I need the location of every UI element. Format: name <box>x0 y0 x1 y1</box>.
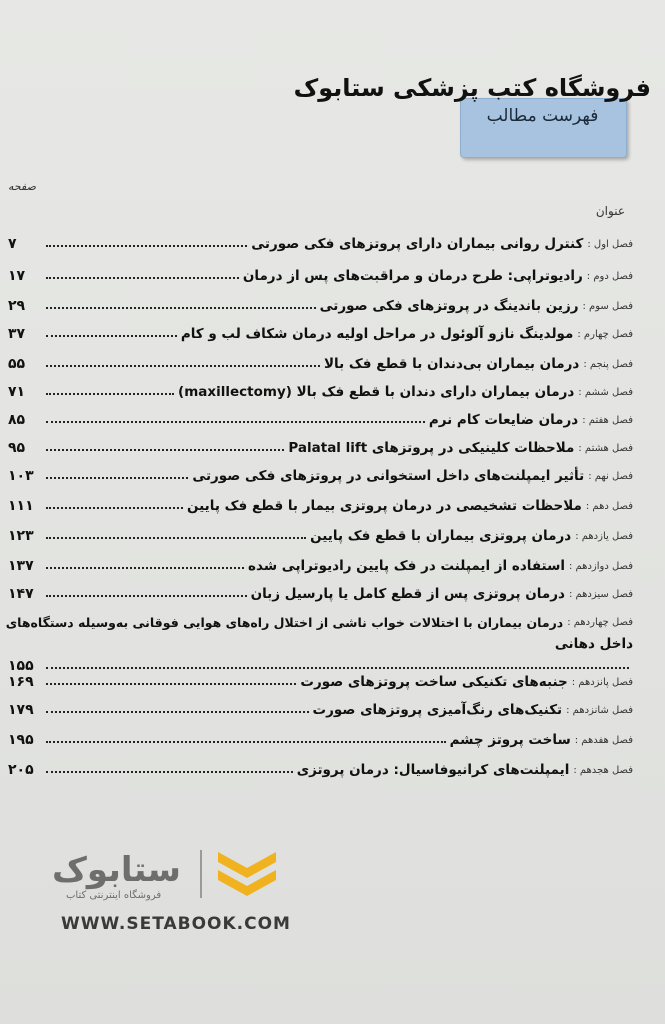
leader-dots <box>46 277 239 279</box>
toc-entry <box>5 608 633 674</box>
leader-dots <box>46 307 316 309</box>
toc-entry <box>8 492 633 514</box>
page-number: ۷ <box>8 236 17 252</box>
page-number: ۱۹۵ <box>8 732 34 748</box>
chapter-label: فصل سوم : <box>582 301 633 312</box>
toc-entry <box>8 522 633 544</box>
chapter-label: فصل هشتم : <box>578 443 633 454</box>
chapter-label: فصل دوم : <box>586 271 633 282</box>
leader-dots <box>46 595 247 597</box>
chapter-label: فصل چهاردهم : <box>567 617 633 628</box>
page-number: ۲۰۵ <box>8 762 34 778</box>
chapter-label: فصل ششم : <box>578 387 633 398</box>
chapter-title: درمان بیماران دارای دندان با قطع فک بالا (maxillectomy) <box>178 384 575 400</box>
leader-dots <box>46 741 446 743</box>
chapter-label: فصل هجدهم : <box>573 765 633 776</box>
toc-entry <box>8 756 633 778</box>
leader-dots <box>46 507 183 509</box>
leader-dots <box>46 683 296 685</box>
chapter-title: درمان ضایعات کام نرم <box>428 412 579 428</box>
chapter-label: فصل سیزدهم : <box>568 589 633 600</box>
toc-entry <box>8 292 633 314</box>
page-column-header: صفحه <box>8 180 36 193</box>
page-number: ۷۱ <box>8 384 26 400</box>
setabook-logo-text: ستابوک <box>52 850 181 890</box>
chapter-label: فصل شانزدهم : <box>566 705 633 716</box>
book-stack-logo-icon <box>212 846 282 902</box>
setabook-logo-subtitle: فروشگاه اینترنتی کتاب <box>66 890 162 901</box>
page-number: ۱۰۳ <box>8 468 34 484</box>
chapter-title: استفاده از ایمپلنت در فک پایین رادیوتراپی شده <box>248 558 565 574</box>
shop-title-watermark: فروشگاه کتب پزشکی ستابوک <box>293 74 651 102</box>
toc-entry <box>8 726 633 748</box>
chapter-label: فصل نهم : <box>588 471 633 482</box>
toc-entry <box>8 696 633 718</box>
setabook-url: WWW.SETABOOK.COM <box>61 914 291 934</box>
chapter-title: ایمپلنت‌های کرانیوفاسیال: درمان پروتزی <box>296 762 570 778</box>
toc-entry <box>8 580 633 602</box>
chapter-title: ملاحظات کلینیکی در پروتزهای Palatal lift <box>288 440 575 456</box>
chapter-label: فصل پنجم : <box>583 359 633 370</box>
toc-entry <box>8 262 633 284</box>
toc-entry <box>8 378 633 400</box>
toc-entry <box>8 552 633 574</box>
chapter-title: جنبه‌های تکنیکی ساخت پروتزهای صورت <box>300 674 568 690</box>
chapter-title: تکنیک‌های رنگ‌آمیزی پروتزهای صورت <box>312 702 563 718</box>
page-number: ۳۷ <box>8 326 26 342</box>
page-number: ۱۴۷ <box>8 586 34 602</box>
leader-dots <box>46 365 320 367</box>
chapter-title: رزین باندینگ در پروتزهای فکی صورتی <box>319 298 579 314</box>
toc-entry <box>8 462 633 484</box>
page-number: ۱۲۳ <box>8 528 34 544</box>
chapter-label: فصل دهم : <box>585 501 633 512</box>
toc-label: فهرست مطالب <box>486 106 599 126</box>
chapter-title: تأثیر ایمپلنت‌های داخل استخوانی در پروتزهای فکی صورتی <box>192 468 585 484</box>
page-number: ۵۵ <box>8 356 26 372</box>
chapter-title: درمان پروتزی پس از قطع کامل یا پارسیل زبان <box>250 586 565 602</box>
leader-dots <box>46 567 244 569</box>
chapter-label: فصل یازدهم : <box>575 531 633 542</box>
toc-entry <box>8 230 633 252</box>
chapter-label: فصل پانزدهم : <box>571 677 633 688</box>
chapter-title: رادیوتراپی: طرح درمان و مراقبت‌های پس از درمان <box>242 268 583 284</box>
page-number: ۱۷۹ <box>8 702 34 718</box>
leader-dots <box>46 771 293 773</box>
leader-dots <box>46 449 284 451</box>
leader-dots <box>46 393 174 395</box>
toc-entry <box>8 350 633 372</box>
chapter-title: کنترل روانی بیماران دارای پروتزهای فکی صورتی <box>251 236 584 252</box>
leader-dots <box>46 245 247 247</box>
toc-entry <box>8 320 633 342</box>
page-number: ۲۹ <box>8 298 26 314</box>
chapter-label: فصل دوازدهم : <box>568 561 633 572</box>
page-number: ۹۵ <box>8 440 26 456</box>
page-number: ۱۷ <box>8 268 26 284</box>
page-number: ۱۶۹ <box>8 674 34 690</box>
chapter-label: فصل چهارم : <box>577 329 633 340</box>
page-number: ۱۵۵ <box>8 658 34 674</box>
title-column-header: عنوان <box>595 204 625 218</box>
toc-entry <box>8 668 633 690</box>
page-number: ۱۳۷ <box>8 558 34 574</box>
toc-entry <box>8 434 633 456</box>
logo-divider <box>200 850 202 898</box>
chapter-label: فصل هفتم : <box>582 415 633 426</box>
chapter-label: فصل اول : <box>587 239 633 250</box>
chapter-title: درمان بیماران بی‌دندان با قطع فک بالا <box>323 356 580 372</box>
page-number: ۸۵ <box>8 412 26 428</box>
leader-dots <box>46 711 309 713</box>
leader-dots <box>46 335 177 337</box>
chapter-title: ملاحظات تشخیصی در درمان پروتزی بیمار با قطع فک پایین <box>187 498 582 514</box>
leader-dots <box>46 537 306 539</box>
toc-entry <box>8 406 633 428</box>
leader-dots <box>46 477 188 479</box>
leader-dots <box>46 421 425 423</box>
chapter-label: فصل هفدهم : <box>574 735 633 746</box>
chapter-title-continued: داخل دهانی <box>554 636 633 652</box>
page-number: ۱۱۱ <box>8 498 34 514</box>
chapter-title: ساخت پروتز چشم <box>449 732 571 748</box>
chapter-title: درمان پروتزی بیماران با قطع فک پایین <box>310 528 572 544</box>
chapter-title: درمان بیماران با اختلالات خواب ناشی از اختلال راه‌های هوایی فوقانی به‌وسیله دستگاه‌های <box>5 615 564 630</box>
chapter-title: مولدینگ نازو آلوئول در مراحل اولیه درمان شکاف لب و کام <box>180 326 574 342</box>
